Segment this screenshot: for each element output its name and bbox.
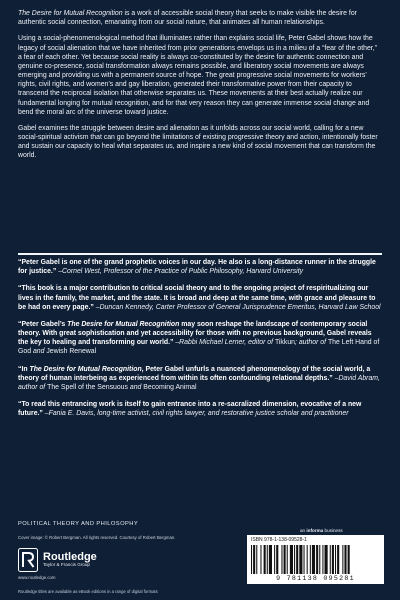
endorsement-attribution: –Fania E. Davis, long-time activist, civil rights lawyer, and restorative justice scholar and practitioner <box>42 410 349 418</box>
endorsement-book-title: The Desire for Mutual Recognition <box>29 365 142 373</box>
endorsement-text-part: “Peter Gabel’s <box>18 320 68 328</box>
attribution-title: Tikkun <box>274 339 295 347</box>
endorsement-text-part: , Peter Gabel unfurls a nuanced phenomenology of the social world, a theory of human interbeing as experienced from within its often confounding relational depths.” <box>18 365 371 382</box>
publisher-group: Taylor & Francis Group <box>43 562 90 568</box>
routledge-r-logo-icon <box>18 548 38 572</box>
attribution-title: The Spell of the Sensuous <box>47 383 128 391</box>
isbn-label: ISBN 978-1-138-09528-1 <box>251 537 307 543</box>
book-description <box>18 9 382 168</box>
barcode-bar <box>264 545 266 574</box>
book-title-italic: The Desire for Mutual Recognition <box>18 10 123 17</box>
barcode-bar <box>342 545 343 574</box>
attribution-part: and <box>127 383 144 391</box>
barcode-bar <box>256 545 257 574</box>
endorsement-text: “Peter Gabel is one of the grand prophetic voices in our day. He also is a long-distance runner in the struggle for justice.” <box>18 259 376 276</box>
informa-word: informa <box>306 528 324 533</box>
endorsement-attribution: –Duncan Kennedy, Carter Professor of General Jurisprudence Emeritus, Harvard Law School <box>93 303 381 311</box>
barcode-bar <box>260 545 261 574</box>
barcode-bar <box>290 545 293 574</box>
barcode-bar <box>274 545 275 574</box>
barcode-bar <box>322 545 323 574</box>
description-paragraph-1 <box>18 9 382 27</box>
attribution-part: –Rabbi Michael Lerner, editor of <box>173 339 275 347</box>
barcode-bar <box>330 545 331 574</box>
barcode-bar <box>304 545 305 574</box>
attribution-part: ; author of <box>295 339 328 347</box>
endorsement-text-part: may soon reshape the landscape of contemporary social theory. With great sophistication and yet accessibility for those with no previous background, Gabel reveals the key to healing and transforming our world.” <box>18 320 372 347</box>
endorsement-cornel-west <box>18 258 382 276</box>
barcode-bar <box>269 545 272 574</box>
barcode-bar <box>267 545 268 574</box>
publisher-website: www.routledge.com <box>18 575 56 580</box>
publisher-wordmark <box>43 552 97 568</box>
barcode-bar <box>276 545 278 574</box>
endorsement-michael-lerner <box>18 320 382 357</box>
barcode-bar <box>319 545 320 574</box>
endorsement-fania-davis <box>18 400 382 418</box>
ebook-note: Routledge titles are available as eBook editions in a range of digital formats <box>18 589 158 594</box>
barcode-bar <box>310 545 311 574</box>
endorsement-book-title: The Desire for Mutual Recognition <box>67 320 180 328</box>
description-paragraph-2: Using a social-phenomenological method that illuminates rather than explains social life, Peter Gabel shows how the legacy of social alienation that we have inherited from prior generations envelops us in a milieu of a “fear of the other,” a fear of each other. Yet because social reality is always co-constituted by the desire for authentic connection and genuine co-presence, social transformation always remains possible, and liberatory social movements are always emerging and providing us with a permanent source of hope. The great progressive social movements for workers’ rights, civil rights, and women’s and gay liberation, generated their transformative power from their capacity to transcend the reciprocal isolation that otherwise separates us. These movements at their best actually realize our fundamental longing for mutual recognition, and for that very reason they can generate immense social change and bend the moral arc of the universe toward justice. <box>18 35 377 116</box>
endorsement-text-part: “In <box>18 365 30 373</box>
subject-category: POLITICAL THEORY AND PHILOSOPHY <box>18 521 139 527</box>
endorsement-david-abram <box>18 365 382 393</box>
barcode-bar <box>312 545 315 574</box>
endorsement-duncan-kennedy <box>18 284 382 312</box>
description-paragraph-3: Gabel examines the struggle between desire and alienation as it unfolds across our social world, calling for a new social-spiritual activism that can go beyond the limitations of existing progressive theory and action, intentionally foster and sustain our capacity to heal what separates us, and inspire a new kind of social movement that can transform the world. <box>18 124 378 160</box>
divider-rule <box>18 253 382 255</box>
barcode-icon <box>251 545 380 574</box>
endorsements <box>18 258 382 426</box>
description-paragraph-1-text: is a work of accessible social theory that seeks to make visible the desire for authentic social connection, emanating from our social nature, that animates all human relationships. <box>18 10 357 27</box>
barcode-bar <box>253 545 255 574</box>
barcode-number: 9 781138 095281 <box>276 575 355 582</box>
endorsement-attribution: –Cornel West, Professor of the Practice of Public Philosophy, Harvard University <box>56 268 304 276</box>
barcode-bar <box>335 545 336 574</box>
barcode-bar <box>294 545 295 574</box>
barcode-bar <box>332 545 334 574</box>
barcode-bar <box>281 545 282 574</box>
barcode-bar <box>284 545 286 574</box>
informa-business-tag <box>300 528 343 533</box>
publisher-name: Routledge <box>43 550 97 563</box>
barcode-bar <box>337 545 339 574</box>
informa-part: an <box>300 528 307 533</box>
attribution-title: Jewish Renewal <box>46 348 97 356</box>
barcode-bar <box>287 545 288 574</box>
isbn-barcode <box>247 535 384 584</box>
publisher-logo <box>18 545 97 575</box>
barcode-bar <box>296 545 298 574</box>
attribution-title: Becoming Animal <box>143 383 197 391</box>
barcode-bar <box>316 545 318 574</box>
attribution-part: –David Abram, author of <box>18 374 380 391</box>
attribution-title: The Left Hand of God <box>18 339 380 356</box>
barcode-bar <box>348 545 350 574</box>
barcode-bar <box>299 545 302 574</box>
barcode-bar <box>251 545 252 574</box>
barcode-bar <box>344 545 346 574</box>
informa-part: business <box>323 528 343 533</box>
endorsement-text <box>18 366 370 382</box>
barcode-bar <box>325 545 328 574</box>
endorsement-text: “This book is a major contribution to critical social theory and to the ongoing project of respiritualizing our lives in the family, the market, and the state. It is broad and deep at the same time, with grace and pleasure to be had on every page.” <box>18 285 376 311</box>
attribution-part: and <box>31 348 47 356</box>
barcode-bar <box>307 545 308 574</box>
cover-image-credit: Cover image: © Robert Bergman. All rights reserved. Courtesy of Robert Bergman. <box>18 535 176 540</box>
endorsement-text: “To read this entrancing work is itself to gain entrance into a re-sacralized dimension, evocative of a new future.” <box>18 401 362 418</box>
